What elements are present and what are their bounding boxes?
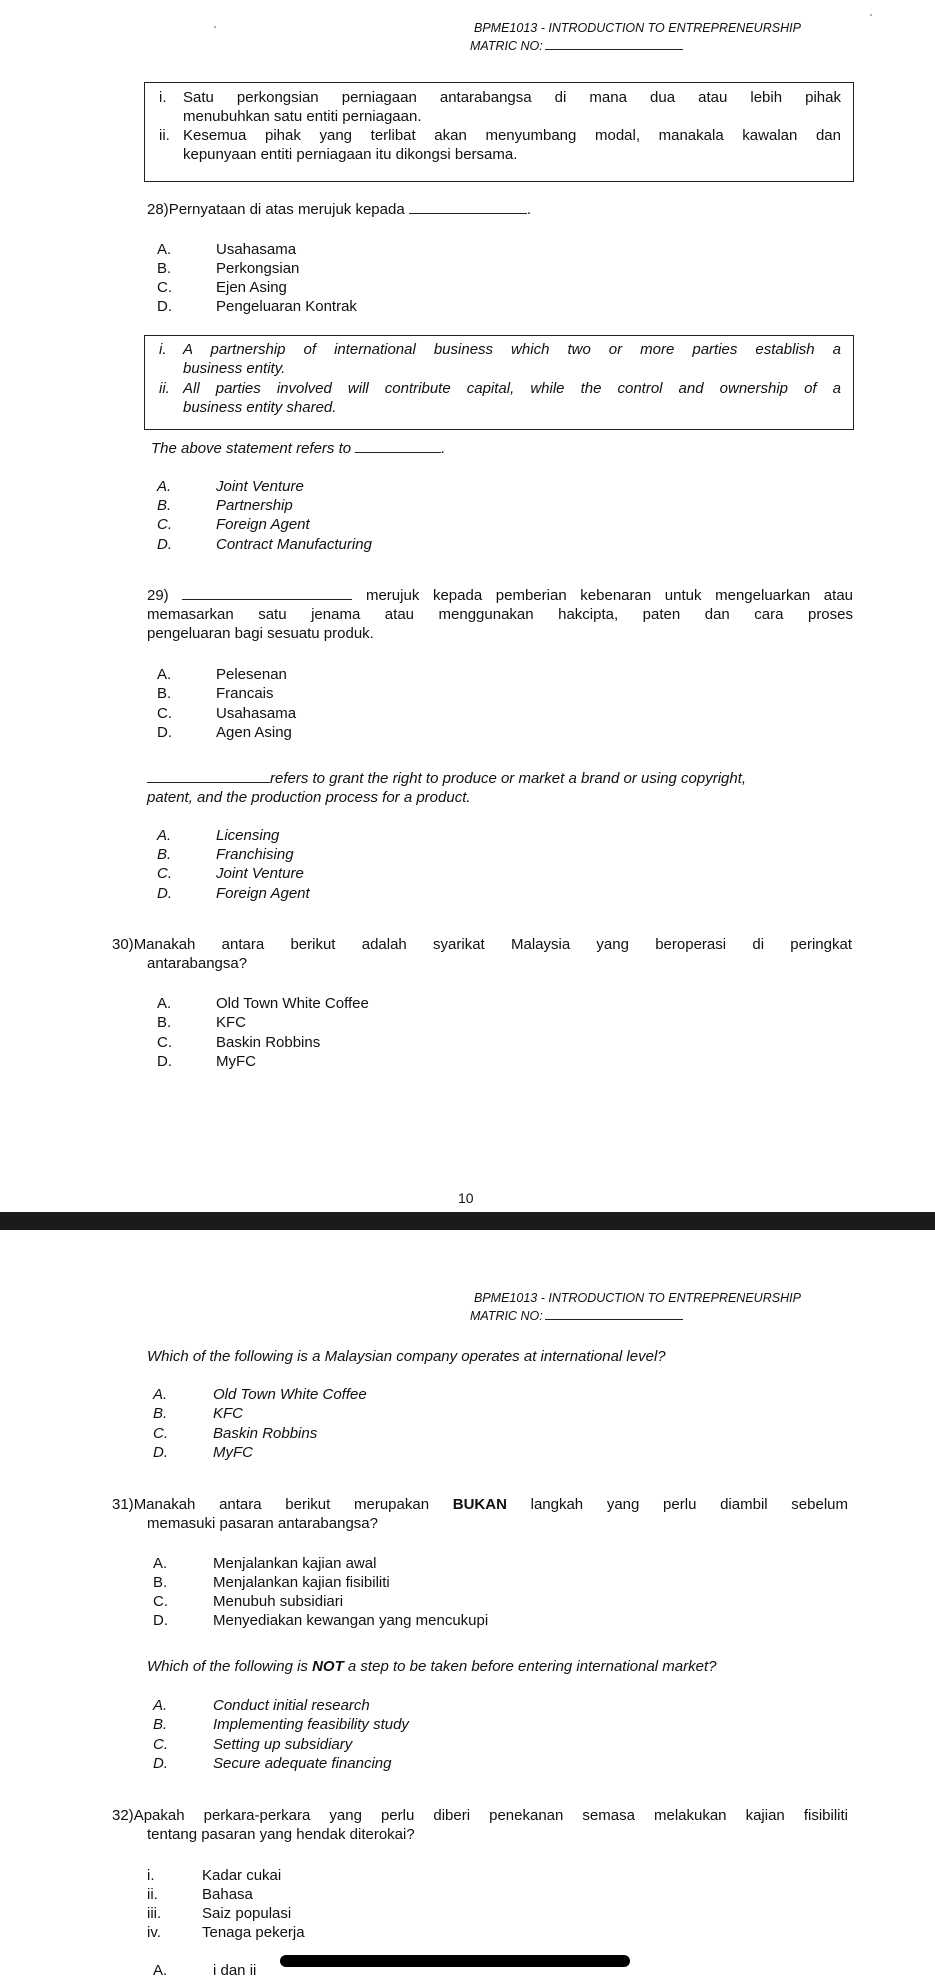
question-28: 28)Pernyataan di atas merujuk kepada . — [147, 201, 532, 218]
question-number: 28) — [147, 201, 169, 218]
question-30-english: Which of the following is a Malaysian company operates at international level? — [147, 1348, 666, 1365]
option-letter: A. — [157, 241, 172, 258]
statement-line: kepunyaan entiti perniagaan itu dikongsi bersama. — [183, 146, 518, 163]
option-text: Pengeluaran Kontrak — [216, 298, 357, 315]
option-text: Foreign Agent — [216, 885, 310, 902]
option-text: Menjalankan kajian awal — [213, 1555, 377, 1572]
item-num: iv. — [147, 1924, 161, 1941]
option-letter: D. — [153, 1612, 168, 1629]
scan-speck — [870, 14, 872, 16]
question-30-line-2: antarabangsa? — [147, 955, 248, 972]
option-text: Baskin Robbins — [216, 1034, 321, 1051]
question-29-english-line-2: patent, and the production process for a product. — [147, 789, 471, 806]
option-letter: D. — [157, 536, 172, 553]
option-letter: C. — [157, 516, 172, 533]
question-number: 32) — [112, 1807, 134, 1824]
option-letter: B. — [157, 685, 172, 702]
statement-box-malay — [144, 82, 854, 182]
question-31-line-2: memasuki pasaran antarabangsa? — [147, 1515, 378, 1532]
question-31-english — [147, 1657, 717, 1676]
option-letter: C. — [157, 705, 172, 722]
option-text: Implementing feasibility study — [213, 1716, 409, 1733]
item-num: i. — [147, 1867, 155, 1884]
question-28-english: The above statement refers to . — [151, 440, 446, 457]
question-text: Pernyataan di atas merujuk kepada — [168, 201, 405, 218]
option-text: Setting up subsidiary — [213, 1736, 353, 1753]
item-text: Kadar cukai — [202, 1867, 282, 1884]
question-text: a step to be taken before entering international market? — [347, 1658, 717, 1675]
statement-line: A partnership of international business which two or more parties establish a — [183, 341, 841, 358]
item-text: Bahasa — [202, 1886, 253, 1903]
option-letter: C. — [157, 865, 172, 882]
option-text: Contract Manufacturing — [216, 536, 372, 553]
page-separator — [0, 1212, 935, 1230]
option-letter: C. — [157, 1034, 172, 1051]
option-letter: A. — [157, 995, 172, 1012]
option-text: Menubuh subsidiari — [213, 1593, 344, 1610]
course-header: BPME1013 - INTRODUCTION TO ENTREPRENEURSHIP — [474, 1291, 801, 1305]
option-text: i dan ii — [213, 1962, 257, 1979]
option-letter: C. — [153, 1736, 168, 1753]
option-text: KFC — [213, 1405, 243, 1422]
option-letter: B. — [157, 497, 172, 514]
option-letter: C. — [153, 1593, 168, 1610]
option-letter: B. — [153, 1716, 168, 1733]
item-num: i. — [159, 89, 167, 106]
page-number: 10 — [458, 1190, 474, 1206]
option-text: Usahasama — [216, 241, 297, 258]
question-32-line-1 — [112, 1806, 848, 1825]
statement-line: All parties involved will contribute capital, while the control and ownership of a — [183, 380, 841, 397]
statement-line: business entity shared. — [183, 399, 337, 416]
question-29-line-1 — [147, 586, 853, 605]
option-letter: D. — [157, 724, 172, 741]
option-letter: D. — [153, 1755, 168, 1772]
option-letter: A. — [153, 1386, 168, 1403]
matric-label: MATRIC NO: — [470, 1306, 683, 1326]
option-text: Joint Venture — [216, 478, 304, 495]
question-29-line-3: pengeluaran bagi sesuatu produk. — [147, 625, 374, 642]
option-letter: A. — [153, 1962, 168, 1979]
option-text: Baskin Robbins — [213, 1425, 318, 1442]
option-text: KFC — [216, 1014, 246, 1031]
option-text: Menyediakan kewangan yang mencukupi — [213, 1612, 489, 1629]
option-text: Licensing — [216, 827, 280, 844]
item-num: ii. — [159, 127, 170, 144]
question-29-line-2: memasarkan satu jenama atau menggunakan hakcipta, paten dan cara proses — [147, 606, 853, 623]
option-letter: B. — [153, 1574, 168, 1591]
option-text: Francais — [216, 685, 274, 702]
option-letter: B. — [157, 1014, 172, 1031]
statement-line: menubuhkan satu entiti perniagaan. — [183, 108, 422, 125]
option-letter: D. — [157, 1053, 172, 1070]
option-text: Pelesenan — [216, 666, 287, 683]
item-text: Tenaga pekerja — [202, 1924, 305, 1941]
question-number: 29) — [147, 587, 169, 604]
question-32-line-2: tentang pasaran yang hendak diterokai? — [147, 1826, 415, 1843]
option-text: Secure adequate financing — [213, 1755, 392, 1772]
statement-line: Satu perkongsian perniagaan antarabangsa di mana dua atau lebih pihak — [183, 89, 841, 106]
option-text: Ejen Asing — [216, 279, 287, 296]
item-num: iii. — [147, 1905, 162, 1922]
item-num: ii. — [159, 380, 170, 397]
option-letter: B. — [157, 260, 172, 277]
option-text: Foreign Agent — [216, 516, 310, 533]
emphasis-not: NOT — [312, 1658, 344, 1675]
option-letter: D. — [157, 298, 172, 315]
question-text: langkah yang perlu diambil sebelum — [530, 1496, 848, 1513]
question-text: Apakah perkara-perkara yang perlu diberi penekanan semasa melakukan kajian fisibiliti — [133, 1807, 848, 1824]
option-text: MyFC — [216, 1053, 256, 1070]
question-number: 31) — [112, 1496, 134, 1513]
option-text: Agen Asing — [216, 724, 292, 741]
statement-line: business entity. — [183, 360, 286, 377]
item-num: i. — [159, 341, 167, 358]
exam-page-11 — [0, 1230, 935, 1983]
option-text: Perkongsian — [216, 260, 300, 277]
option-letter: A. — [153, 1697, 168, 1714]
option-text: Old Town White Coffee — [216, 995, 369, 1012]
option-letter: A. — [157, 827, 172, 844]
option-text: Usahasama — [216, 705, 297, 722]
item-text: Saiz populasi — [202, 1905, 292, 1922]
question-text: The above statement refers to — [151, 440, 352, 457]
item-num: ii. — [147, 1886, 158, 1903]
question-text: refers to grant the right to produce or market a brand or using copyright, — [270, 770, 747, 787]
question-text: Manakah antara berikut merupakan — [133, 1496, 430, 1513]
statement-box-english — [144, 335, 854, 430]
option-letter: C. — [157, 279, 172, 296]
matric-label: MATRIC NO: — [470, 36, 683, 56]
question-29-english-line-1 — [147, 769, 746, 788]
option-letter: B. — [153, 1405, 168, 1422]
option-text: Joint Venture — [216, 865, 304, 882]
option-text: Old Town White Coffee — [213, 1386, 367, 1403]
question-30-line-1 — [112, 935, 852, 954]
option-text: Franchising — [216, 846, 294, 863]
option-text: MyFC — [213, 1444, 253, 1461]
option-letter: D. — [157, 885, 172, 902]
option-letter: A. — [153, 1555, 168, 1572]
option-letter: D. — [153, 1444, 168, 1461]
course-header: BPME1013 - INTRODUCTION TO ENTREPRENEURSHIP — [474, 21, 801, 35]
option-text: Menjalankan kajian fisibiliti — [213, 1574, 390, 1591]
question-text: merujuk kepada pemberian kebenaran untuk mengeluarkan atau — [365, 587, 854, 604]
option-letter: C. — [153, 1425, 168, 1442]
statement-line: Kesemua pihak yang terlibat akan menyumbang modal, manakala kawalan dan — [183, 127, 841, 144]
question-text: Which of the following is — [147, 1658, 308, 1675]
option-letter: A. — [157, 666, 172, 683]
question-text: Manakah antara berikut adalah syarikat Malaysia yang beroperasi di peringkat — [133, 936, 852, 953]
option-text: Partnership — [216, 497, 293, 514]
option-letter: A. — [157, 478, 172, 495]
question-number: 30) — [112, 936, 134, 953]
option-letter: B. — [157, 846, 172, 863]
option-text: Conduct initial research — [213, 1697, 370, 1714]
emphasis-not: BUKAN — [452, 1496, 507, 1513]
scan-speck — [214, 26, 216, 28]
redaction-scribble — [280, 1955, 630, 1967]
question-31-line-1 — [112, 1495, 848, 1514]
